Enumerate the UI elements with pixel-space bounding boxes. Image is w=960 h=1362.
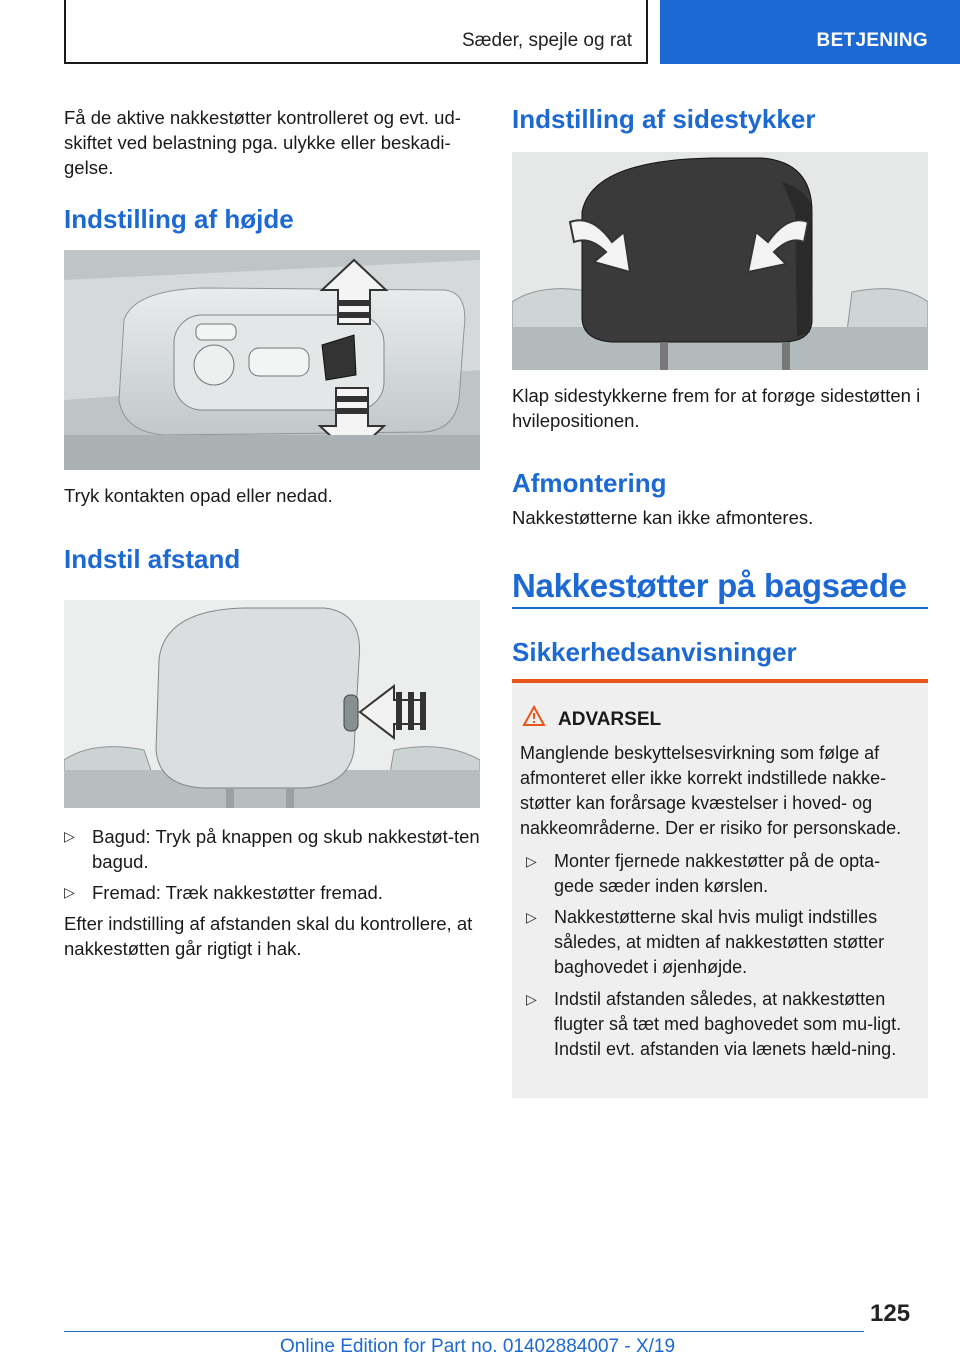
heading-side-wings: Indstilling af sidestykker (512, 104, 816, 134)
intro-paragraph: Få de aktive nakkestøtter kontrolleret og evt. ud-skiftet ved belastning pga. ulykke eller beskadi-gelse. (64, 107, 461, 178)
header-chapter-box (660, 0, 960, 64)
figure-side-wings (512, 152, 928, 370)
bullet-text: Nakkestøtterne skal hvis muligt indstilles således, at midten af nakkestøtten støtter baghovedet i øjenhøjde. (554, 907, 885, 977)
figure-headrest-button (64, 600, 480, 808)
bullet-triangle-icon: ▷ (64, 828, 75, 844)
header-section-box (64, 0, 648, 64)
footer-rule (64, 1331, 864, 1332)
bullet-text: Indstil afstanden således, at nakkestøtten flugter så tæt med baghovedet som mu-ligt. Indstil evt. afstanden via lænets hæld-ning. (554, 989, 902, 1059)
headrest-wings-illustration (512, 152, 928, 370)
heading-removal: Afmontering (512, 468, 667, 498)
caption-side-wings: Klap sidestykkerne frem for at forøge sidestøtten i hvilepositionen. (512, 385, 921, 431)
bullet-triangle-icon: ▷ (526, 991, 537, 1007)
bullet-text: Monter fjernede nakkestøtter på de opta-gede sæder inden kørslen. (554, 851, 881, 896)
section-title: Sæder, spejle og rat (461, 30, 632, 51)
heading-height-adjust: Indstilling af højde (64, 204, 294, 234)
after-paragraph: Efter indstilling af afstanden skal du kontrollere, at nakkestøtten går rigtigt i hak. (64, 913, 473, 959)
chapter-title: BETJENING (816, 30, 928, 51)
list-item (64, 880, 480, 906)
heading-safety: Sikkerhedsanvisninger (512, 637, 797, 667)
bullet-text: Fremad: Træk nakkestøtter fremad. (92, 882, 383, 903)
caption-height: Tryk kontakten opad eller nedad. (64, 485, 333, 506)
figure-height-switch (64, 250, 480, 470)
warning-triangle-icon (522, 705, 546, 727)
warning-box (512, 679, 928, 1098)
heading-rule (512, 607, 928, 609)
heading-rear-headrests: Nakkestøtter på bagsæde (512, 567, 907, 604)
warning-text: Manglende beskyttelsesvirkning som følge af afmonteret eller ikke korrekt indstillede nakke-støtter kan forårsage kvæstelser i hoved- og nakkeområderne. Der er risiko for personskade. (520, 743, 902, 838)
list-item (526, 849, 916, 901)
removal-text: Nakkestøtterne kan ikke afmonteres. (512, 507, 814, 528)
heading-distance: Indstil afstand (64, 544, 241, 574)
bullet-text: Bagud: Tryk på knappen og skub nakkestøt-ten bagud. (92, 826, 480, 872)
list-item (526, 987, 916, 1091)
seat-switch-illustration (64, 250, 480, 470)
bullet-triangle-icon: ▷ (526, 853, 537, 869)
bullet-triangle-icon: ▷ (526, 909, 537, 925)
warning-title: ADVARSEL (558, 709, 662, 730)
bullet-triangle-icon: ▷ (64, 884, 75, 900)
list-item (526, 905, 916, 983)
page-number: 125 (870, 1300, 911, 1327)
edition-footer: Online Edition for Part no. 01402884007 - X/19 (280, 1336, 676, 1357)
list-item (64, 824, 480, 874)
headrest-illustration (64, 600, 480, 808)
